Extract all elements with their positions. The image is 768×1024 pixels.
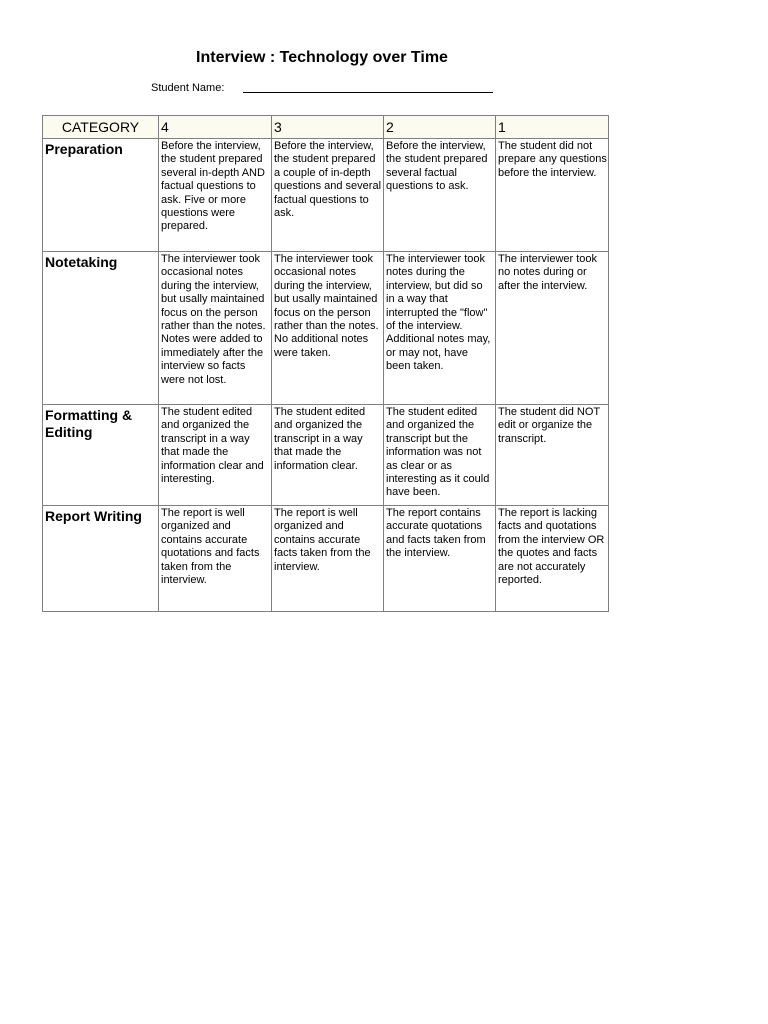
student-name-label: Student Name: (151, 82, 225, 94)
criteria-cell: The student edited and organized the transcript but the information was not as clear or as interesting as it could have been. (384, 405, 496, 506)
student-name-blank-line (243, 82, 493, 93)
criteria-cell: The report contains accurate quotations and facts taken from the interview. (384, 506, 496, 612)
criteria-cell: The student edited and organized the transcript in a way that made the information clear and interesting. (159, 405, 272, 506)
criteria-cell: The interviewer took notes during the interview, but did so in a way that interrupted the "flow" of the interview. Additional notes may, or may not, have been taken. (384, 252, 496, 405)
header-score-4: 4 (159, 116, 272, 139)
criteria-cell: The report is well organized and contains accurate quotations and facts taken from the interview. (159, 506, 272, 612)
category-formatting-editing: Formatting & Editing (43, 405, 159, 506)
rubric-table (42, 115, 609, 612)
table-row (43, 405, 609, 506)
header-score-3: 3 (272, 116, 384, 139)
criteria-cell: Before the interview, the student prepared a couple of in-depth questions and several factual questions to ask. (272, 139, 384, 252)
header-score-2: 2 (384, 116, 496, 139)
criteria-cell: The student did not prepare any questions before the interview. (496, 139, 609, 252)
criteria-cell: Before the interview, the student prepared several in-depth AND factual questions to ask. Five or more questions were prepared. (159, 139, 272, 252)
table-row (43, 252, 609, 405)
header-category: CATEGORY (43, 116, 159, 139)
criteria-cell: The interviewer took occasional notes during the interview, but usally maintained focus on the person rather than the notes. Notes were added to immediately after the interview so facts were not lost. (159, 252, 272, 405)
page-title: Interview : Technology over Time (196, 49, 448, 66)
category-preparation: Preparation (43, 139, 159, 252)
student-name-row (151, 82, 224, 94)
criteria-cell: Before the interview, the student prepared several factual questions to ask. (384, 139, 496, 252)
category-notetaking: Notetaking (43, 252, 159, 405)
criteria-cell: The student did NOT edit or organize the transcript. (496, 405, 609, 506)
rubric-header-row (43, 116, 609, 139)
criteria-cell: The interviewer took no notes during or after the interview. (496, 252, 609, 405)
table-row (43, 139, 609, 252)
criteria-cell: The report is lacking facts and quotations from the interview OR the quotes and facts are not accurately reported. (496, 506, 609, 612)
criteria-cell: The interviewer took occasional notes during the interview, but usally maintained focus on the person rather than the notes. No additional notes were taken. (272, 252, 384, 405)
table-row (43, 506, 609, 612)
header-score-1: 1 (496, 116, 609, 139)
criteria-cell: The student edited and organized the transcript in a way that made the information clear. (272, 405, 384, 506)
category-report-writing: Report Writing (43, 506, 159, 612)
criteria-cell: The report is well organized and contains accurate facts taken from the interview. (272, 506, 384, 612)
